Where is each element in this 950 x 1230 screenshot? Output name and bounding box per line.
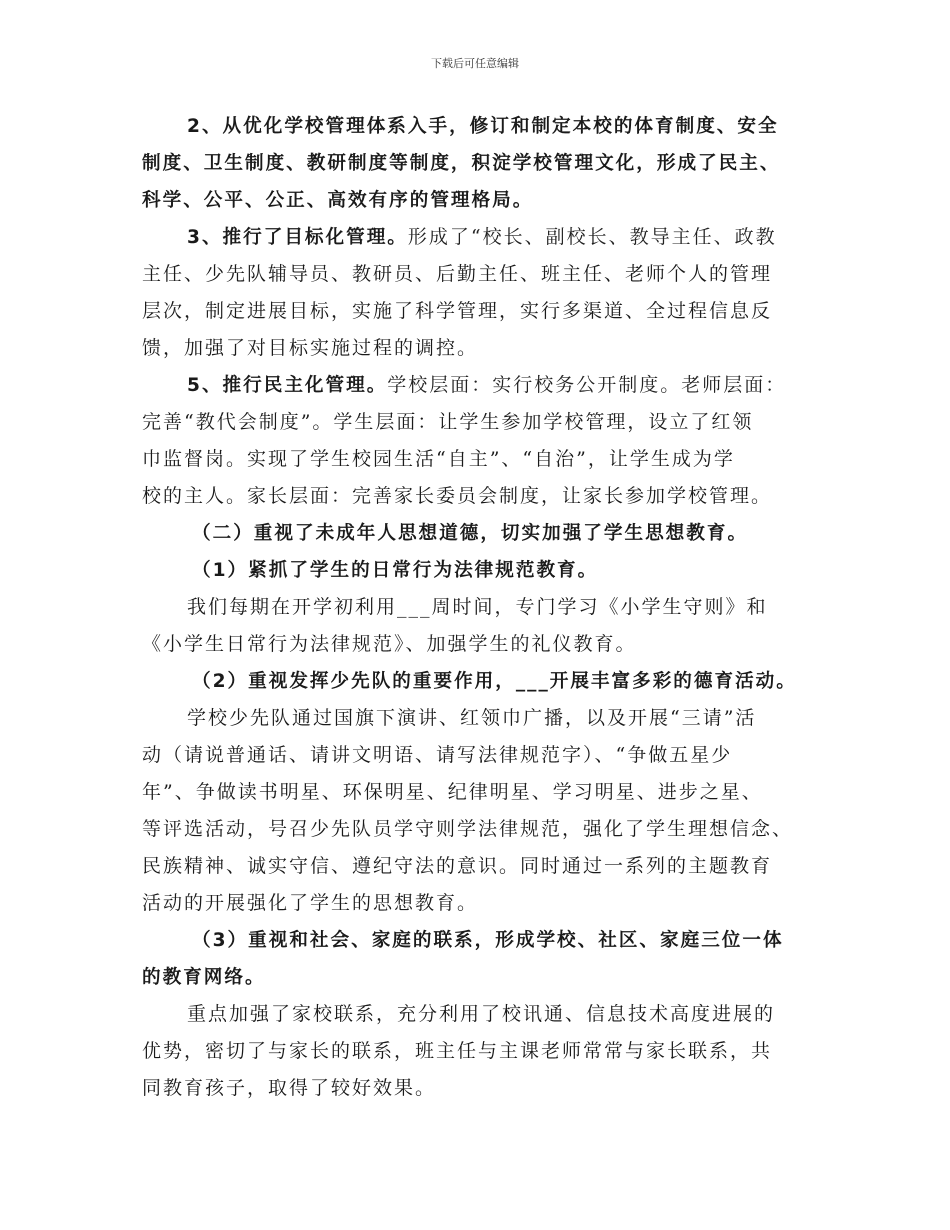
text-line: 巾监督岗。实现了学生校园生活“自主”、“自治”，让学生成为学 [142,448,735,470]
text-line [142,367,812,404]
text-line: （二）重视了未成年人思想道德，切实加强了学生思想教育。 [192,523,749,544]
text-line: 学校少先队通过国旗下演讲、红领巾广播，以及开展“三请”活 [187,707,757,729]
text-line: 《小学生日常行为法律规范》、加强学生的礼仪教育。 [142,633,637,655]
text-line: 等评选活动，号召少先队员学守则学法律规范，强化了学生理想信念、 [142,818,794,840]
text-line: 主任、少先队辅导员、教研员、后勤主任、班主任、老师个人的管理 [142,263,773,285]
text-line: 同教育孩子，取得了较好效果。 [142,1077,437,1099]
text-line: （3）重视和社会、家庭的联系，形成学校、社区、家庭三位一体 [192,930,784,951]
text-line: 动（请说普通话、请讲文明语、请写法律规范字）、“争做五星少 [142,744,733,766]
text-line: 制度、卫生制度、教研制度等制度，积淀学校管理文化，形成了民主、 [142,153,781,174]
text-line: 完善“教代会制度”。学生层面：让学生参加学校管理，设立了红领 [142,411,754,433]
text-line: 民族精神、诚实守信、遵纪守法的意识。同时通过一系列的主题教育 [142,855,773,877]
text-line [142,219,812,256]
text-line: 优势，密切了与家长的联系，班主任与主课老师常常与家长联系，共 [142,1040,773,1062]
text-line: 重点加强了家校联系，充分利用了校讯通、信息技术高度进展的 [187,1003,776,1025]
text-line: （1）紧抓了学生的日常行为法律规范教育。 [192,560,599,581]
text-line: 校的主人。家长层面：完善家长委员会制度，让家长参加学校管理。 [142,485,773,507]
text-line: （2）重视发挥少先队的重要作用，___开展丰富多彩的德育活动。 [192,671,797,692]
text-line: 的教育网络。 [142,967,266,988]
line-heading: 5、推行民主化管理。 [187,375,388,396]
line-text: 形成了“校长、副校长、教导主任、政教 [407,226,777,248]
text-line: 活动的开展强化了学生的思想教育。 [142,892,479,914]
text-line: 我们每期在开学初利用___周时间，专门学习《小学生守则》和 [187,596,768,618]
text-line: 馈，加强了对目标实施过程的调控。 [142,337,479,359]
line-text: 学校层面：实行校务公开制度。老师层面： [387,374,787,396]
text-line: 2、从优化学校管理体系入手，修订和制定本校的体育制度、安全 [187,116,779,137]
text-line: 科学、公平、公正、高效有序的管理格局。 [142,190,534,211]
document-body [142,108,812,1107]
text-line: 层次，制定进展目标，实施了科学管理，实行多渠道、全过程信息反 [142,300,773,322]
line-heading: 3、推行了目标化管理。 [187,227,408,248]
page-header: 下载后可任意编辑 [431,57,519,70]
text-line: 年”、争做读书明星、环保明星、纪律明星、学习明星、进步之星、 [142,781,763,803]
